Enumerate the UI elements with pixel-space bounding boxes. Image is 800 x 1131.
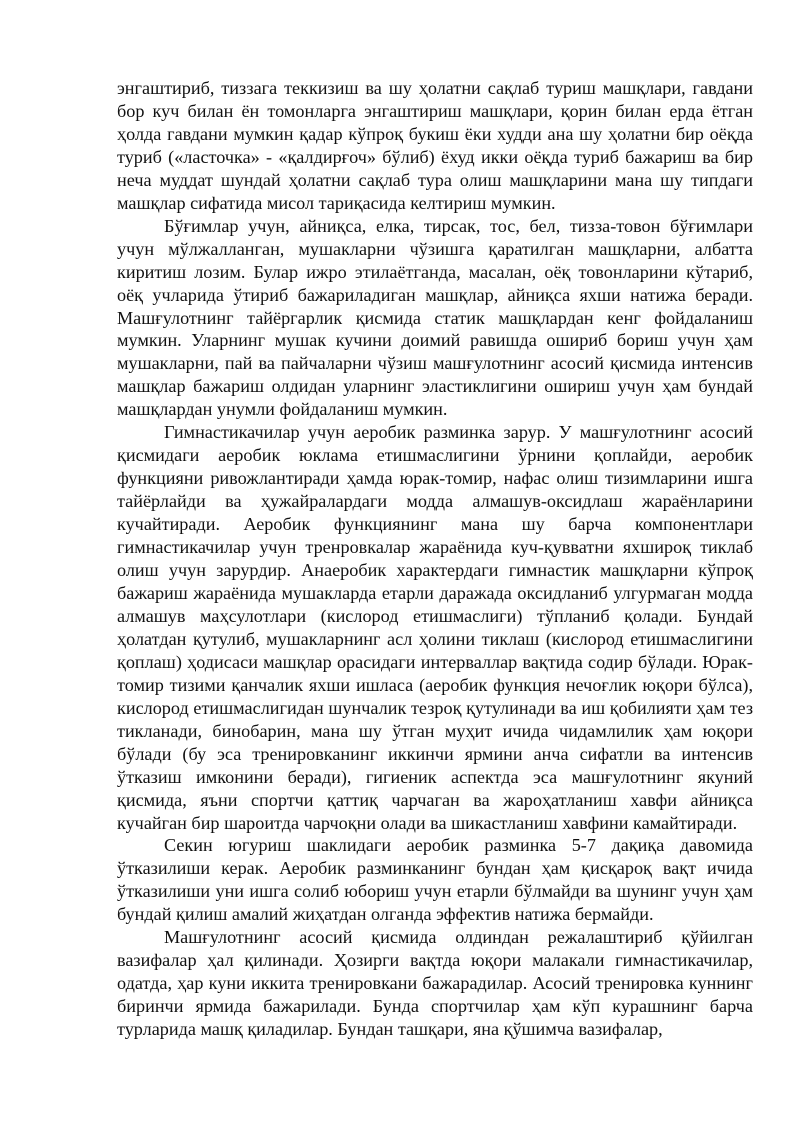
paragraph-2: Бўғимлар учун, айниқса, елка, тирсак, тос, бел, тизза-товон бўғимлари учун мўлжалланган, мушакларни чўзишга қаратилган машқларни, албатта киритиш лозим. Булар ижро этилаётганда, масалан, оёқ товонларини кўтариб, оёқ учларида ўтириб бажариладиган машқлар, айниқса яхши натижа беради. Машғулотнинг тайёргарлик қисмида статик машқлардан кенг фойдаланиш мумкин. Уларнинг мушак кучини доимий равишда ошириб бориш учун ҳам мушакларни, пай ва пайчаларни чўзиш машғулотнинг асосий қисмида интенсив машқлар бажариш олдидан уларнинг эластиклигини ошириш учун ҳам бундай машқлардан унумли фойдаланиш мумкин. bbox=[117, 215, 753, 420]
paragraph-5: Машғулотнинг асосий қисмида олдиндан режалаштириб қўйилган вазифалар ҳал қилинади. Ҳозирги вақтда юқори малакали гимнастикачилар, одатда, ҳар куни иккита тренировкани бажарадилар. Асосий тренировка куннинг биринчи ярмида бажарилади. Бунда спортчилар ҳам кўп курашнинг барча турларида машқ қиладилар. Бундан ташқари, яна қўшимча вазифалар, bbox=[117, 927, 753, 1040]
paragraph-3: Гимнастикачилар учун аеробик разминка зарур. У машғулотнинг асосий қисмидаги аеробик юклама етишмаслигини ўрнини қоплайди, аеробик функцияни ривожлантиради ҳамда юрак-томир, нафас олиш тизимларини ишга тайёрлайди ва ҳужайралардаги модда алмашув-оксидлаш жараёнларини кучайтиради. Аеробик функциянинг мана шу барча компонентлари гимнастикачилар учун тренровкалар жараёнида куч-қувватни яхшироқ тиклаб олиш учун зарурдир. Анаеробик характердаги гимнастик машқларни кўпроқ бажариш жараёнида мушакларда етарли даражада оксидланиб улгурмаган модда алмашув маҳсулотлари (кислород етишмаслиги) тўпланиб қолади. Бундай ҳолатдан қутулиб, мушакларнинг асл ҳолини тиклаш (кислород етишмаслигини қоплаш) ҳодисаси машқлар орасидаги интерваллар вақтида содир бўлади. Юрак-томир тизими қанчалик яхши ишласа (аеробик функция нечоғлик юқори бўлса), кислород етишмаслигидан шунчалик тезроқ қутулинади ва иш қобилияти ҳам тез тикланади, бинобарин, мана шу ўтган муҳит ичида чидамлилик ҳам юқори бўлади (бу эса тренировканинг иккинчи ярмини анча сифатли ва интенсив ўтказиш имконини беради), гигиеник аспектда эса машғулотнинг якуний қисмида, яъни спортчи қаттиқ чарчаган ва жароҳатланиш хавфи айниқса кучайган бир шароитда чарчоқни олади ва шикастланиш хавфини камайтиради. bbox=[117, 422, 753, 833]
paragraph-1: энгаштириб, тиззага теккизиш ва шу ҳолатни сақлаб туриш машқлари, гавдани бор куч билан ён томонларга энгаштириш машқлари, қорин билан ерда ётган ҳолда гавдани мумкин қадар кўпроқ букиш ёки худди ана шу ҳолатни бир оёқда туриб («ласточка» - «қалдирғоч» бўлиб) ёхуд икки оёқда туриб бажариш ва бир неча муддат шундай ҳолатни сақлаб тура олиш машқларини мана шу типдаги машқлар сифатида мисол тариқасида келтириш мумкин. bbox=[117, 78, 753, 213]
document-page bbox=[117, 77, 753, 1041]
paragraph-4: Секин югуриш шаклидаги аеробик разминка 5-7 дақиқа давомида ўтказилиши керак. Аеробик разминканинг бундан ҳам қисқароқ вақт ичида ўтказилиши уни ишга солиб юбориш учун етарли бўлмайди ва шунинг учун ҳам бундай қилиш амалий жиҳатдан олганда эффектив натижа бермайди. bbox=[117, 835, 753, 925]
